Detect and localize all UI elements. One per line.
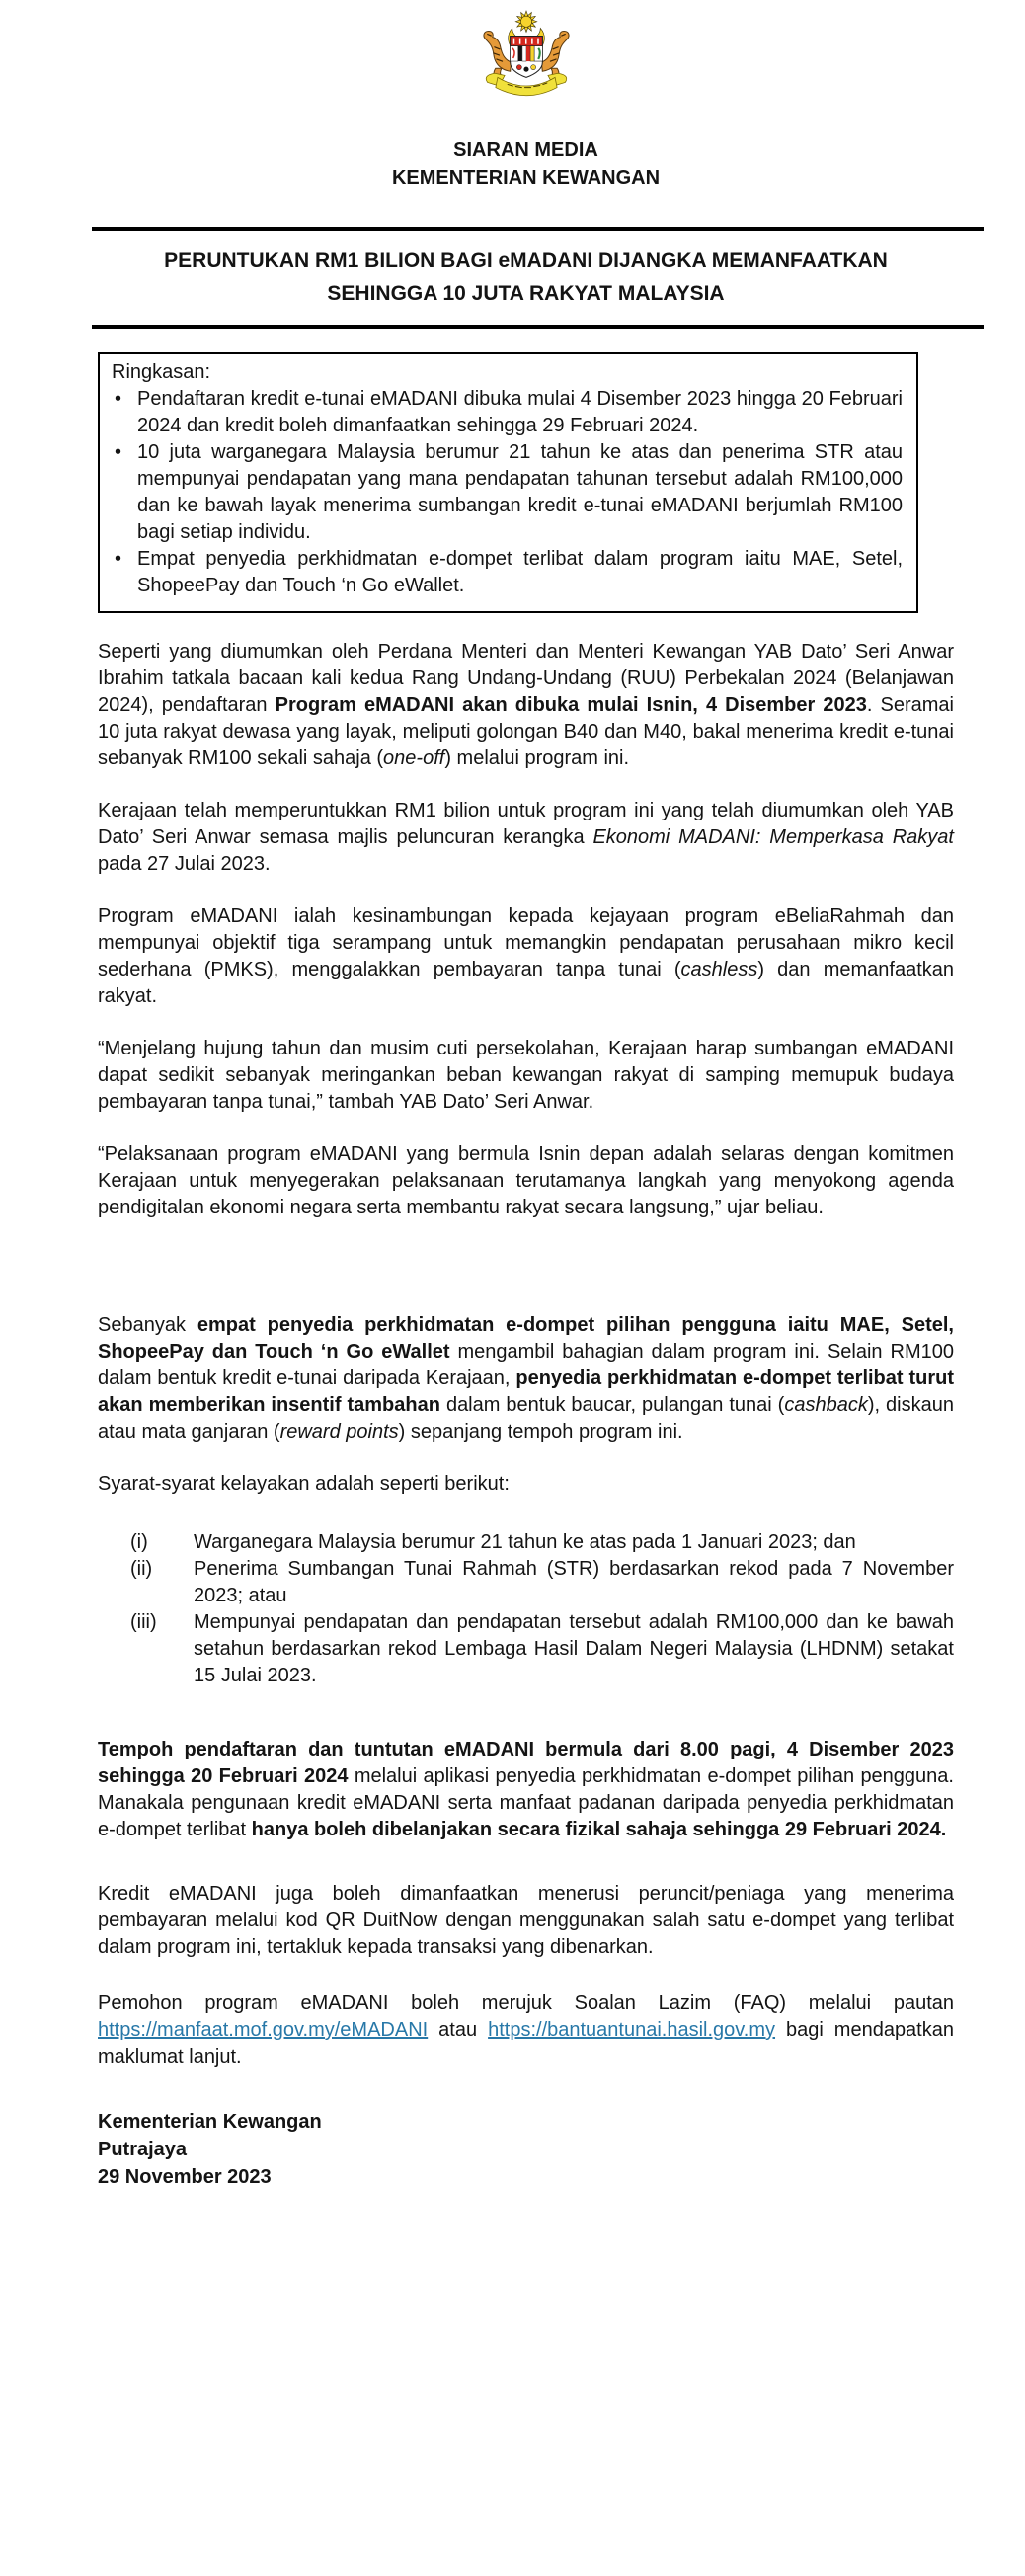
text-run: reward points <box>279 1421 399 1443</box>
signoff-org: Kementerian Kewangan <box>98 2111 322 2133</box>
eligibility-intro: Syarat-syarat kelayakan adalah seperti berikut: <box>98 1473 510 1495</box>
faq-link-manfaat-mof[interactable]: https://manfaat.mof.gov.my/eMADANI <box>98 2019 429 2041</box>
summary-bullet-text: 10 juta warganegara Malaysia berumur 21 tahun ke atas dan penerima STR atau mempunyai pendapatan yang mana pendapatan tahunan tersebut adalah RM100,000 dan ke bawah layak menerima sumbangan kredit e-tunai eMADANI berjumlah RM100 bagi setiap individu. <box>137 441 903 543</box>
text-run: hanya boleh dibelanjakan secara fizikal sahaja sehingga 29 Februari 2024. <box>251 1819 947 1840</box>
text-run: “Pelaksanaan program eMADANI yang bermula Isnin depan adalah selaras dengan komitmen Kerajaan untuk menyegerakan pelaksanaan terutamanya langkah yang menyokong agenda pendigitalan ekonomi negara serta membantu rakyat secara langsung,” ujar beliau. <box>98 1143 954 1218</box>
crest-shield-icon <box>510 37 542 78</box>
bullet-marker-icon: • <box>115 388 122 410</box>
text-run: dalam bentuk baucar, pulangan tunai ( <box>439 1394 785 1416</box>
text-run: Kerajaan telah memperuntukkan RM1 bilion untuk program ini yang telah diumumkan oleh YAB Dato’ Seri Anwar semasa majlis peluncuran kerangka <box>98 800 954 848</box>
text-run: Sebanyak <box>98 1314 197 1336</box>
text-run: one-off <box>383 747 445 769</box>
summary-heading: Ringkasan: <box>112 361 211 383</box>
summary-bullet-list <box>112 386 903 599</box>
text-run: Seperti yang diumumkan oleh Perdana Menteri dan Menteri Kewangan YAB Dato’ Seri Anwar Ibrahim tatkala bacaan kali kedua Rang Undang-Undang (RUU) Perbekalan 2024 (Belanjawan 2024), pendaftaran <box>98 641 954 716</box>
text-run: Program eMADANI ialah kesinambungan kepada kejayaan program eBeliaRahmah dan mempunyai objektif tiga serampang untuk memangkin pendapatan perusahaan mikro kecil sederhana (PMKS), menggalakkan pembayaran tanpa tunai ( <box>98 905 954 980</box>
text-run: pada 27 Julai 2023. <box>98 853 271 875</box>
paragraph-announcement <box>98 639 954 772</box>
summary-bullet-item <box>112 386 903 439</box>
eligibility-item-text: Penerima Sumbangan Tunai Rahmah (STR) berdasarkan rekod pada 7 November 2023; atau <box>194 1558 954 1606</box>
crest-container <box>98 8 954 117</box>
text-run: atau <box>428 2019 489 2041</box>
paragraph-providers <box>98 1312 954 1445</box>
text-run: mengambil bahagian dalam program ini. Selain RM100 dalam bentuk kredit e-tunai daripada Kerajaan, <box>98 1341 954 1389</box>
signoff-date: 29 November 2023 <box>98 2166 272 2188</box>
text-run: ) sepanjang tempoh program ini. <box>398 1421 683 1443</box>
summary-bullet-item <box>112 546 903 599</box>
document-title <box>98 231 954 325</box>
text-run: ) dan memanfaatkan rakyat. <box>98 959 955 1007</box>
paragraph-quote-2 <box>98 1141 954 1221</box>
text-run: cashback <box>784 1394 868 1416</box>
summary-bullet-item <box>112 439 903 546</box>
eligibility-item <box>130 1529 954 1556</box>
text-run: . Seramai 10 juta rakyat dewasa yang layak, meliputi golongan B40 dan M40, bakal menerima kredit e-tunai sebanyak RM100 sekali sahaja ( <box>98 694 954 769</box>
text-run: Ekonomi MADANI: Memperkasa Rakyat <box>592 826 954 848</box>
text-run: penyedia perkhidmatan e-dompet terlibat turut akan memberikan insentif tambahan <box>98 1367 954 1416</box>
document-title-line-2: SEHINGGA 10 JUTA RAKYAT MALAYSIA <box>327 282 725 305</box>
text-run: empat penyedia perkhidmatan e-dompet pilihan pengguna iaitu MAE, Setel, ShopeePay dan Touch ‘n Go eWallet <box>98 1314 954 1363</box>
eligibility-item-marker: (ii) <box>130 1558 153 1580</box>
text-run: Tempoh pendaftaran dan tuntutan eMADANI bermula dari 8.00 pagi, 4 Disember 2023 sehingga 20 Februari 2024 <box>98 1739 954 1787</box>
eligibility-item <box>130 1556 954 1609</box>
eligibility-item-marker: (i) <box>130 1531 148 1553</box>
summary-box <box>98 352 918 613</box>
bullet-marker-icon: • <box>115 548 122 570</box>
summary-bullet-text: Empat penyedia perkhidmatan e-dompet terlibat dalam program iaitu MAE, Setel, ShopeePay dan Touch ‘n Go eWallet. <box>137 548 903 596</box>
paragraph-qr-usage <box>98 1881 954 1961</box>
title-rule-bottom <box>92 325 984 329</box>
text-run: Pemohon program eMADANI boleh merujuk Soalan Lazim (FAQ) melalui pautan <box>98 1992 954 2014</box>
signoff-place: Putrajaya <box>98 2139 188 2160</box>
org-line-2: KEMENTERIAN KEWANGAN <box>391 167 661 189</box>
text-run: “Menjelang hujung tahun dan musim cuti persekolahan, Kerajaan harap sumbangan eMADANI dapat sedikit sebanyak meringankan beban kewangan rakyat di samping memupuk budaya pembayaran tanpa tunai,” tambah YAB Dato’ Seri Anwar. <box>98 1038 954 1113</box>
summary-bullet-text: Pendaftaran kredit e-tunai eMADANI dibuka mulai 4 Disember 2023 hingga 20 Februari 2024 dan kredit boleh dimanfaatkan sehingga 29 Februari 2024. <box>137 388 903 436</box>
text-run: bagi mendapatkan maklumat lanjut. <box>98 2019 954 2068</box>
text-run: Program eMADANI akan dibuka mulai Isnin, 4 Disember 2023 <box>275 694 867 716</box>
eligibility-item-text: Warganegara Malaysia berumur 21 tahun ke atas pada 1 Januari 2023; dan <box>194 1531 856 1553</box>
org-line-1: SIARAN MEDIA <box>453 139 598 161</box>
text-run: cashless <box>680 959 758 980</box>
text-run: Kredit eMADANI juga boleh dimanfaatkan menerusi peruncit/peniaga yang menerima pembayaran melalui kod QR DuitNow dengan menggunakan salah satu e-dompet yang terlibat dalam program ini, tertakluk kepada transaksi yang dibenarkan. <box>98 1883 954 1958</box>
paragraph-period <box>98 1737 954 1843</box>
eligibility-list <box>98 1529 954 1689</box>
paragraph-quote-1 <box>98 1036 954 1116</box>
document-title-line-1: PERUNTUKAN RM1 BILION BAGI eMADANI DIJANGKA MEMANFAATKAN <box>164 249 888 272</box>
malaysia-coat-of-arms <box>463 8 590 109</box>
faq-link-bantuantunai-hasil[interactable]: https://bantuantunai.hasil.gov.my <box>488 2019 776 2041</box>
text-run: melalui aplikasi penyedia perkhidmatan e-dompet pilihan pengguna. Manakala pengunaan kredit eMADANI serta manfaat padanan daripada penyedia perkhidmatan e-dompet terlibat <box>98 1765 954 1840</box>
paragraph-faq <box>98 1991 954 2070</box>
paragraph-continuity <box>98 903 954 1010</box>
eligibility-item <box>130 1609 954 1689</box>
text-run: ), diskaun atau mata ganjaran ( <box>98 1394 954 1443</box>
eligibility-item-text: Mempunyai pendapatan dan pendapatan tersebut adalah RM100,000 dan ke bawah setahun berdasarkan rekod Lembaga Hasil Dalam Negeri Malaysia (LHDNM) setakat 15 Julai 2023. <box>194 1611 954 1686</box>
paragraph-allocation <box>98 798 954 878</box>
bullet-marker-icon: • <box>115 441 122 463</box>
eligibility-item-marker: (iii) <box>130 1611 157 1633</box>
text-run: ) melalui program ini. <box>444 747 630 769</box>
signoff-block <box>98 2108 954 2191</box>
